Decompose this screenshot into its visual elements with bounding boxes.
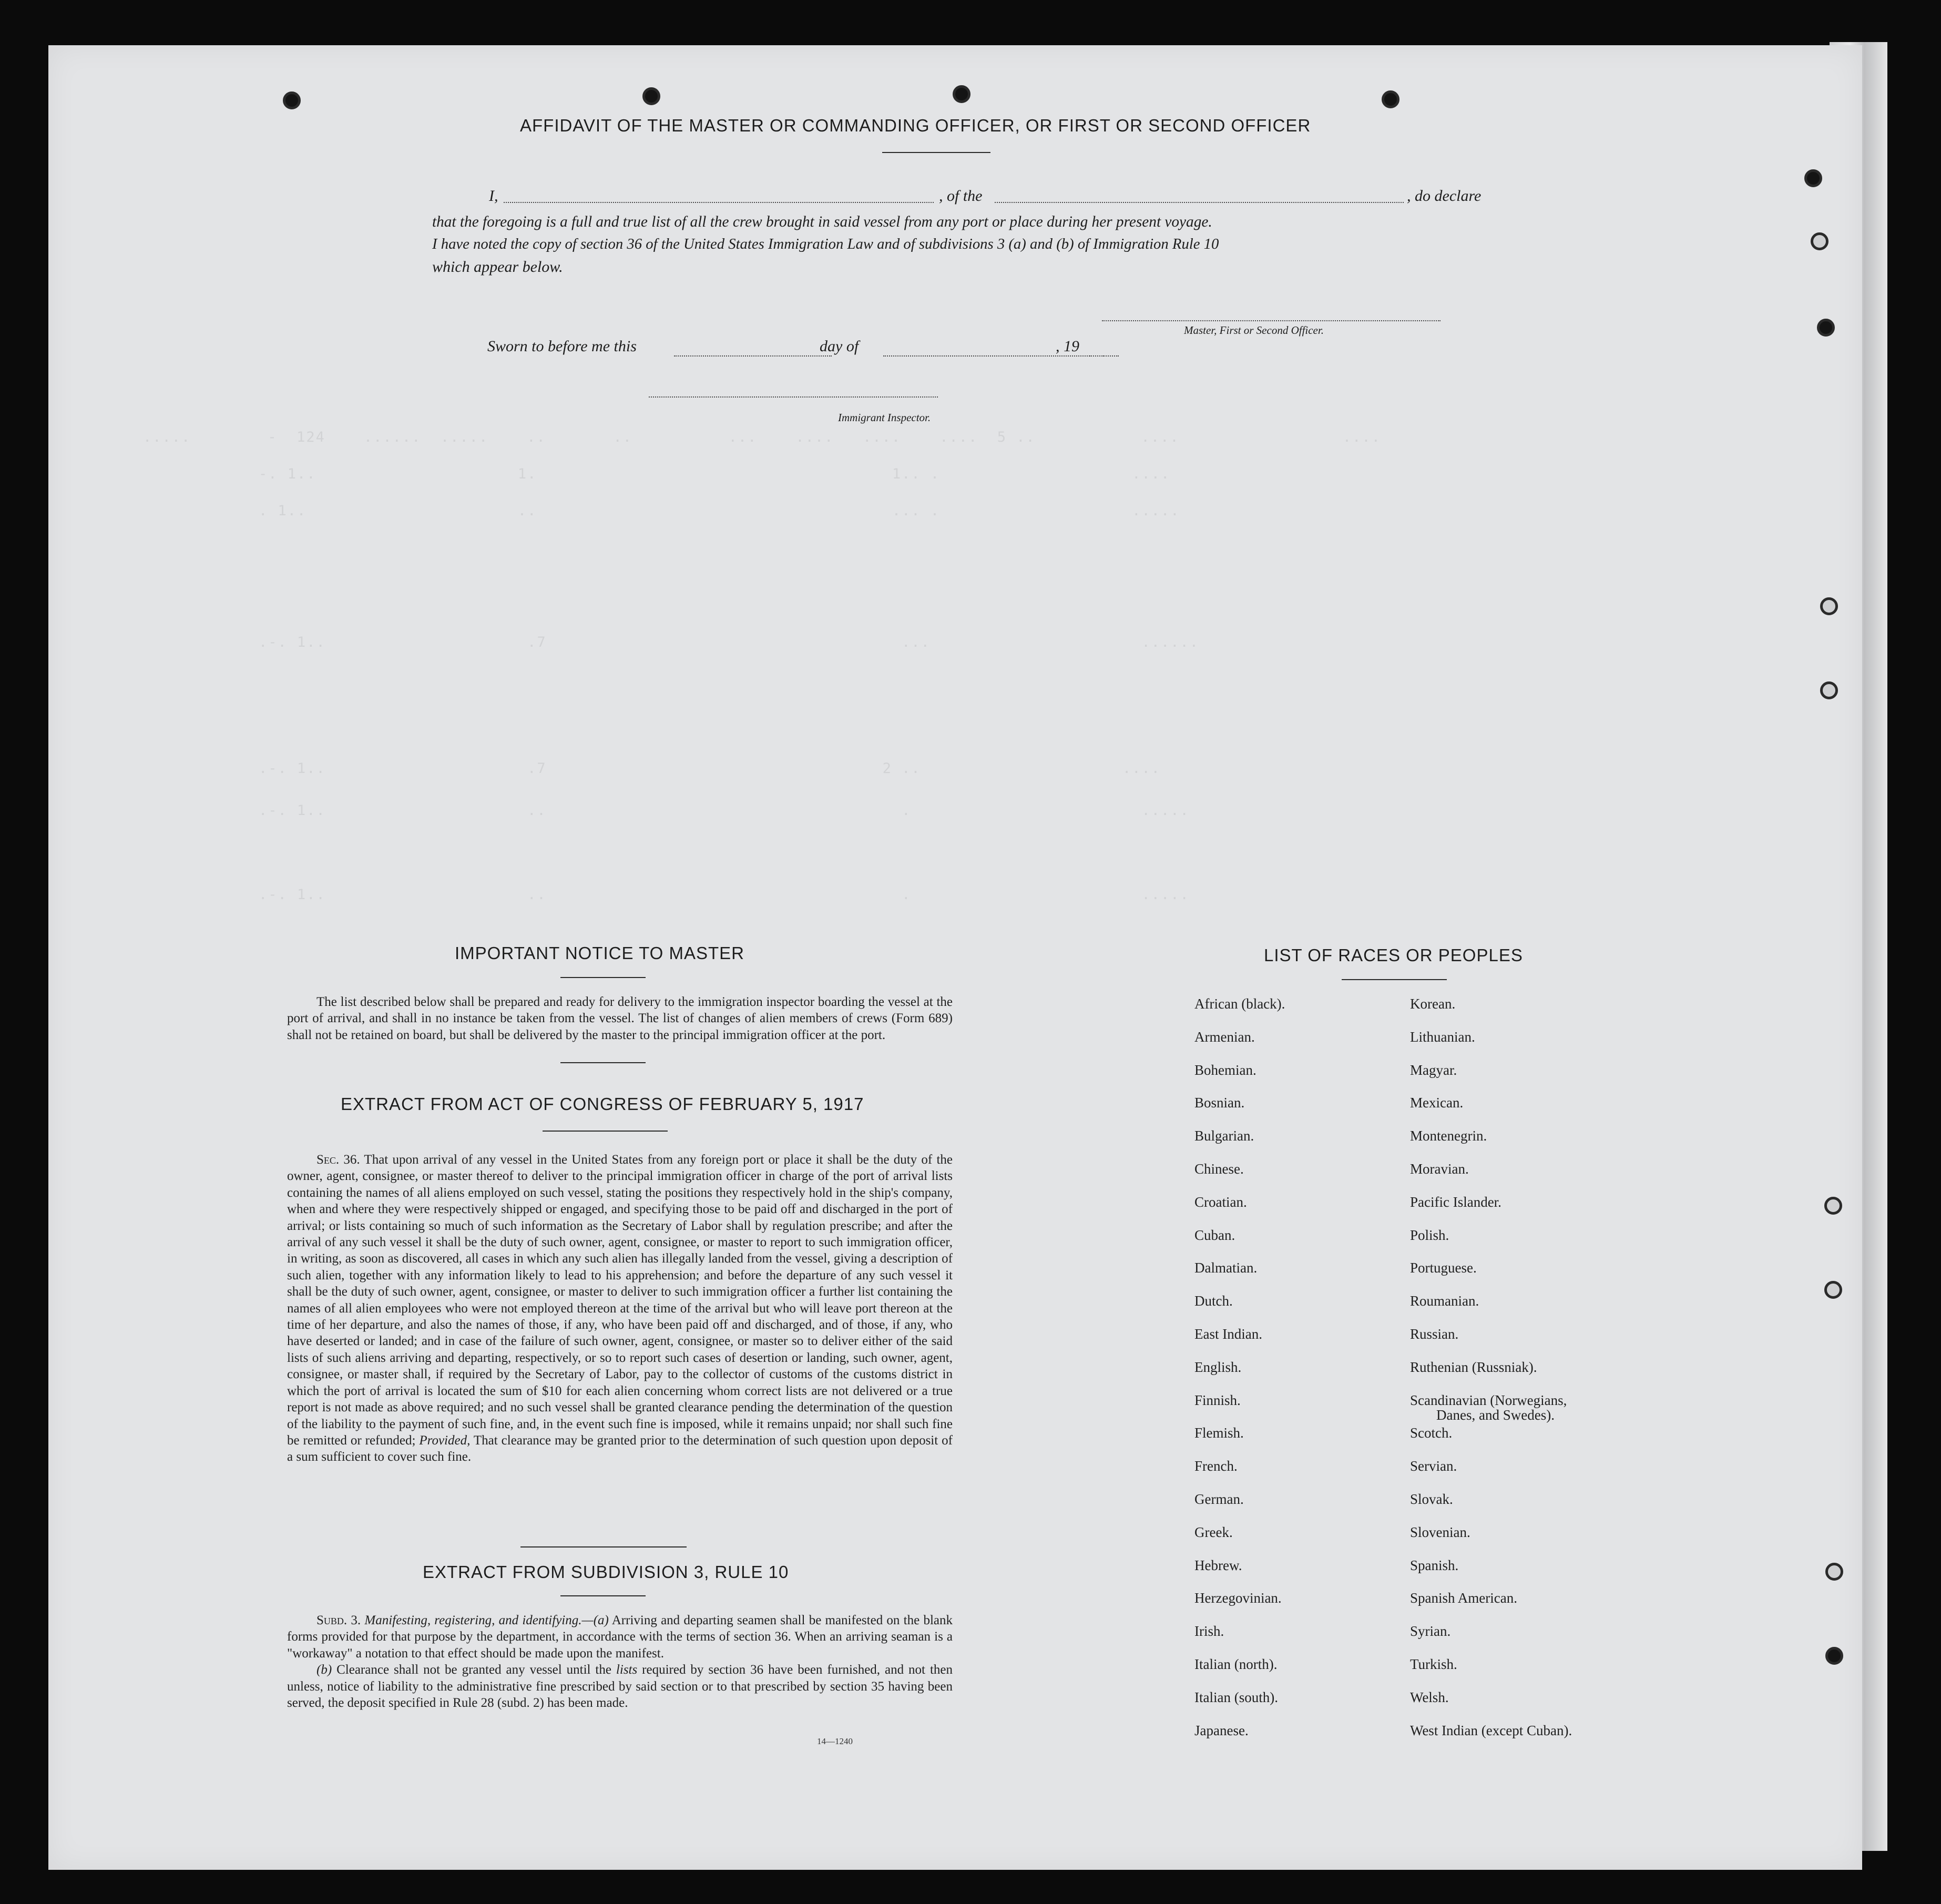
title-underline <box>560 1595 646 1596</box>
race-entry: Hebrew. <box>1194 1557 1242 1573</box>
day-of-label: day of <box>820 338 859 355</box>
race-entry: Scotch. <box>1410 1425 1453 1441</box>
race-entry: Dutch. <box>1194 1293 1233 1309</box>
binder-hole <box>953 85 970 103</box>
notice-title: IMPORTANT NOTICE TO MASTER <box>455 943 745 963</box>
sworn-month-field[interactable] <box>883 355 1104 357</box>
declarant-name-field[interactable] <box>504 202 934 203</box>
race-entry: Italian (north). <box>1194 1656 1278 1672</box>
race-entry: Bohemian. <box>1194 1062 1256 1078</box>
race-entry: Irish. <box>1194 1623 1224 1640</box>
binder-hole <box>1817 319 1835 337</box>
sworn-day-field[interactable] <box>674 355 832 357</box>
race-entry: Armenian. <box>1194 1029 1255 1045</box>
race-entry: Slovak. <box>1410 1491 1453 1507</box>
race-entry: Korean. <box>1410 996 1456 1012</box>
race-entry: Finnish. <box>1194 1392 1241 1408</box>
declare-suffix: , do declare <box>1407 187 1482 205</box>
race-entry: Turkish. <box>1410 1656 1457 1672</box>
bleed-through-text: -. 1.. 1. 1.. . .... <box>259 466 1171 482</box>
bleed-through-text: . 1.. .. ... . ..... <box>259 503 1180 519</box>
binder-hole <box>1825 1563 1843 1581</box>
bleed-through-text: .-. 1.. .. . ..... <box>259 887 1190 903</box>
race-entry: Dalmatian. <box>1194 1260 1258 1276</box>
section-label: Sec. 36. <box>316 1153 360 1167</box>
race-entry: African (black). <box>1194 996 1285 1012</box>
rule10-text: Subd. 3. Manifesting, registering, and identifying.—(a) Arriving and departing seamen shall be manifested on the blank forms provided for that purpose by the department, in accordance with the terms of section 36. When an arriving seaman is a "workaway" a notation to that effect should be made upon the manifest. (b) Clearance shall not be granted any vessel until the lists required by section 36 have been furnished, and not then unless, notice of liability to the administrative fine prescribed by said section or to that prescribed by section 35 having been served, the deposit specified in Rule 28 (subd. 2) has been made. <box>287 1613 953 1710</box>
race-entry: Cuban. <box>1194 1227 1235 1243</box>
binder-hole <box>1824 1281 1842 1299</box>
race-entry-continuation: Danes, and Swedes). <box>1436 1407 1555 1423</box>
binder-hole <box>642 87 660 105</box>
sworn-year-field[interactable] <box>1089 355 1119 357</box>
race-entry: Mexican. <box>1410 1095 1464 1111</box>
sworn-label: Sworn to before me this <box>487 338 637 355</box>
binder-hole <box>1825 1647 1843 1665</box>
declarant-prefix: I, <box>489 187 498 205</box>
race-entry: Moravian. <box>1410 1161 1469 1177</box>
act-section-text: Sec. 36. That upon arrival of any vessel in the United States from any foreign port or place it shall be the duty of the owner, agent, consignee, or master thereof to deliver to the principal immigration officer in charge of the port of arrival lists containing the names of all aliens employed on such vessel, stating the positions they respectively hold in the ship's company, when and where they were respectively shipped or engaged, and specifying those to be paid off and discharged in the port of arrival; or lists containing so much of such information as the Secretary of Labor shall by regulation prescribe; and after the arrival of any such vessel it shall be the duty of such owner, agent, consignee, or master to report to such immigration officer, in writing, as soon as discovered, all cases in which any such alien has illegally landed from the vessel, giving a description of such alien, together with any information likely to lead to his apprehension; and before the departure of any such vessel it shall be the duty of such owner, agent, consignee, or master to deliver to such immigration officer a further list containing the names of all alien employees who were not employed thereon at the time of the arrival but who will leave port thereon at the time of her departure, and also the names of those, if any, who have been paid off and discharged, and of those, if any, who have deserted or landed; and in case of the failure of such owner, agent, consignee, or master so to deliver either of the said lists of such aliens arriving and departing, respectively, or so to report such cases of desertion or landing, such owner, agent, consignee, or master shall, if required by the Secretary of Labor, pay to the collector of customs of the customs district in which the port of arrival is located the sum of $10 for each alien concerning whom correct lists are not delivered or a true report is not made as above required; and no such vessel shall be granted clearance pending the determination of the question of the liability to the payment of such fine, and, in the event such fine is imposed, while it remains unpaid; nor shall such fine be remitted or refunded; Provided, That clearance may be granted prior to the determination of such question upon deposit of a sum sufficient to cover such fine. <box>287 1153 953 1464</box>
binder-hole <box>1820 597 1838 615</box>
race-entry: Bosnian. <box>1194 1095 1245 1111</box>
race-entry: Italian (south). <box>1194 1689 1278 1705</box>
race-entry: Scandinavian (Norwegians, <box>1410 1392 1567 1408</box>
race-entry: Syrian. <box>1410 1623 1451 1640</box>
race-entry: Slovenian. <box>1410 1524 1470 1540</box>
race-entry: French. <box>1194 1458 1238 1474</box>
race-entry: Roumanian. <box>1410 1293 1479 1309</box>
race-entry: Herzegovinian. <box>1194 1590 1282 1606</box>
bleed-through-text: .-. 1.. .. . ..... <box>259 802 1190 819</box>
race-entry: Portuguese. <box>1410 1260 1477 1276</box>
binder-hole <box>1824 1197 1842 1215</box>
race-entry: Lithuanian. <box>1410 1029 1475 1045</box>
race-entry: Greek. <box>1194 1524 1233 1540</box>
inspector-label: Immigrant Inspector. <box>838 411 931 424</box>
race-entry: Pacific Islander. <box>1410 1194 1501 1210</box>
race-entry: Welsh. <box>1410 1689 1449 1705</box>
notice-text: The list described below shall be prepared and ready for delivery to the immigration inspector boarding the vessel at the port of arrival, and shall in no instance be taken from the vessel. The list of changes of alien members of crews (Form 689) shall not be retained on board, but shall be delivered by the master to the principal immigration officer at the port. <box>287 995 953 1042</box>
race-entry: West Indian (except Cuban). <box>1410 1722 1572 1738</box>
rule10-title: EXTRACT FROM SUBDIVISION 3, RULE 10 <box>423 1562 789 1582</box>
vessel-name-field[interactable] <box>995 202 1404 203</box>
race-entry: Polish. <box>1410 1227 1449 1243</box>
race-entry: Magyar. <box>1410 1062 1457 1078</box>
document-page <box>48 45 1862 1870</box>
officer-signature-field[interactable] <box>1102 320 1441 321</box>
title-underline <box>543 1131 668 1132</box>
race-entry: Bulgarian. <box>1194 1128 1254 1144</box>
divider <box>520 1546 687 1547</box>
act-title: EXTRACT FROM ACT OF CONGRESS OF FEBRUARY 5, 1917 <box>341 1094 864 1114</box>
title-underline <box>882 152 990 153</box>
race-entry: Ruthenian (Russniak). <box>1410 1359 1537 1375</box>
inspector-signature-field[interactable] <box>649 396 938 398</box>
affidavit-line: I have noted the copy of section 36 of the United States Immigration Law and of subdivisions 3 (a) and (b) of Immigration Rule 10 <box>432 236 1219 252</box>
year-prefix: , 19 <box>1056 338 1079 355</box>
vessel-prefix: , of the <box>939 187 983 205</box>
affidavit-line: which appear below. <box>432 258 563 276</box>
race-entry: Chinese. <box>1194 1161 1244 1177</box>
race-entry: Croatian. <box>1194 1194 1247 1210</box>
race-entry: Montenegrin. <box>1410 1128 1487 1144</box>
race-entry: Russian. <box>1410 1326 1459 1342</box>
race-entry: Spanish American. <box>1410 1590 1517 1606</box>
title-underline <box>560 977 646 978</box>
binder-hole <box>283 91 301 109</box>
binder-hole <box>1382 90 1399 108</box>
races-title: LIST OF RACES OR PEOPLES <box>1264 945 1523 965</box>
race-entry: Servian. <box>1410 1458 1457 1474</box>
officer-signature-label: Master, First or Second Officer. <box>1184 324 1324 337</box>
race-entry: German. <box>1194 1491 1244 1507</box>
race-entry: Japanese. <box>1194 1722 1249 1738</box>
bleed-through-text: .-. 1.. .7 2 .. .... <box>259 760 1161 777</box>
title-underline <box>1342 979 1447 980</box>
bleed-through-text: .-. 1.. .7 ... ...... <box>259 634 1200 650</box>
affidavit-line: that the foregoing is a full and true list of all the crew brought in said vessel from any port or place during her present voyage. <box>432 213 1212 230</box>
race-entry: English. <box>1194 1359 1242 1375</box>
form-number: 14—1240 <box>817 1736 853 1746</box>
race-entry: East Indian. <box>1194 1326 1262 1342</box>
race-entry: Flemish. <box>1194 1425 1244 1441</box>
binder-hole <box>1820 681 1838 699</box>
divider <box>560 1062 646 1063</box>
binder-hole <box>1804 169 1822 187</box>
affidavit-title: AFFIDAVIT OF THE MASTER OR COMMANDING OFFICER, OR FIRST OR SECOND OFFICER <box>520 116 1311 135</box>
race-entry: Spanish. <box>1410 1557 1459 1573</box>
binder-hole <box>1811 232 1828 250</box>
bleed-through-text: ..... - 124 ...... ..... .. .. ... .... .... .... 5 .. .... .... <box>143 429 1381 445</box>
